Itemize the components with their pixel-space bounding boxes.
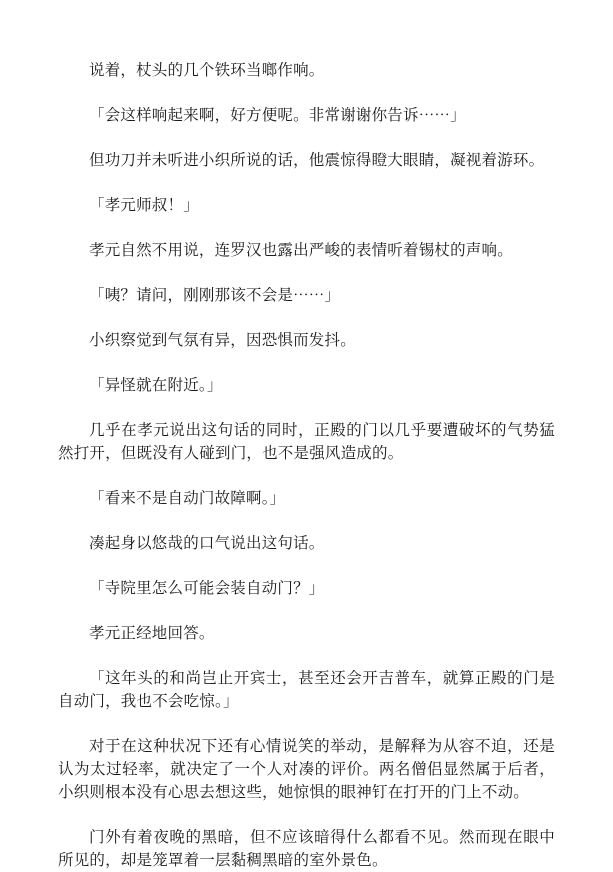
paragraph: 几乎在孝元说出这句话的同时，正殿的门以几乎要遭破坏的气势猛然打开，但既没有人碰到门，也不是强风造成的。 [58,421,555,462]
paragraph: 孝元自然不用说，连罗汉也露出严峻的表情听着锡杖的声响。 [89,241,513,259]
paragraph: 说着，杖头的几个铁环当啷作响。 [89,61,325,79]
paragraph: 孝元正经地回答。 [89,624,215,642]
paragraph: 凑起身以悠哉的口气说出这句话。 [89,534,325,552]
paragraph: 小织察觉到气氛有异，因恐惧而发抖。 [89,331,356,349]
paragraph: 对于在这种状况下还有心情说笑的举动，是解释为从容不迫，还是认为太过轻率，就决定了一个人对凑的评价。两名僧侣显然属于后者，小织则根本没有心思去想这些，她惊惧的眼神钉在打开的门上不动。 [58,737,555,801]
paragraph: 「异怪就在附近。」 [89,376,223,394]
paragraph: 但功刀并未听进小织所说的话，他震惊得瞪大眼睛，凝视着游环。 [89,151,545,169]
paragraph: 门外有着夜晚的黑暗，但不应该暗得什么都看不见。然而现在眼中所见的，却是笼罩着一层黏稠黑暗的室外景色。 [58,828,555,869]
paragraph: 「会这样响起来啊，好方便呢。非常谢谢你告诉⋯⋯」 [89,106,466,124]
paragraph: 「孝元师叔！」 [89,196,199,214]
paragraph: 「咦？请问，刚刚那该不会是⋯⋯」 [89,286,341,304]
paragraph: 「这年头的和尚岂止开宾士，甚至还会开吉普车，就算正殿的门是自动门，我也不会吃惊。」 [58,669,555,710]
paragraph: 「看来不是自动门故障啊。」 [89,489,286,507]
paragraph: 「寺院里怎么可能会装自动门？」 [89,579,325,597]
